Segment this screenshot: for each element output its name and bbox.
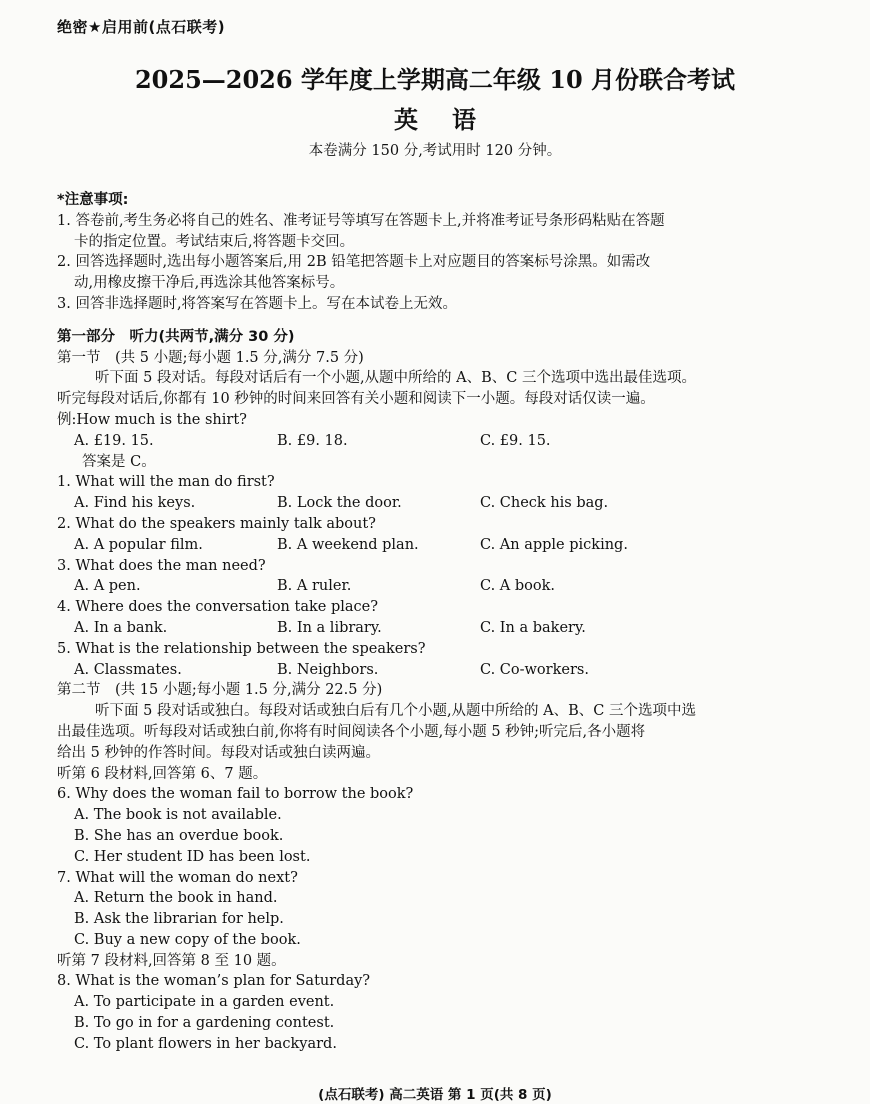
example-options [57,431,837,452]
option-a: A. In a bank. [74,619,168,636]
question-8: 8. What is the woman’s plan for Saturday? [57,973,371,990]
option-c: C. An apple picking. [480,536,628,553]
section1-heading: 第一节 (共 5 小题;每小题 1.5 分,满分 7.5 分) [57,349,364,366]
example-answer: 答案是 C。 [82,453,156,470]
option-b: B. £9. 18. [277,432,348,449]
option-c: C. Check his bag. [480,495,609,512]
option-a: A. The book is not available. [74,807,282,824]
question-3-options [57,576,837,597]
option-c: C. Her student ID has been lost. [74,848,311,865]
notes-heading: *注意事项: [57,192,129,208]
note-line: 1. 答卷前,考生务必将自己的姓名、准考证号等填写在答题卡上,并将准考证号条形码粘贴在答题 [57,212,665,229]
part1-heading: 第一部分 听力(共两节,满分 30 分) [57,328,295,345]
page-footer: (点石联考) 高二英语 第 1 页(共 8 页) [318,1087,552,1103]
option-a: A. A pen. [74,578,141,595]
question-5: 5. What is the relationship between the speakers? [57,640,426,657]
option-c: C. To plant flowers in her backyard. [74,1035,337,1052]
option-a: A. A popular film. [74,536,203,553]
exam-title: 2025—2026 学年度上学期高二年级 10 月份联合考试 [134,65,736,94]
question-1-options [57,493,837,514]
score-time-note: 本卷满分 150 分,考试用时 120 分钟。 [308,143,562,159]
material-7-note: 听第 7 段材料,回答第 8 至 10 题。 [57,952,286,969]
option-a: A. To participate in a garden event. [74,994,335,1011]
option-b: B. She has an overdue book. [74,827,284,844]
material-6-note: 听第 6 段材料,回答第 6、7 题。 [57,765,268,782]
question-2-options [57,535,837,556]
option-c: C. A book. [480,578,556,595]
section2-instruction: 给出 5 秒钟的作答时间。每段对话或独白读两遍。 [57,744,380,761]
option-a: A. Classmates. [74,661,182,678]
option-b: B. To go in for a gardening contest. [74,1015,335,1032]
option-b: B. Neighbors. [277,661,379,678]
option-b: B. In a library. [277,619,382,636]
question-3: 3. What does the man need? [57,557,266,574]
option-b: B. Lock the door. [277,495,402,512]
note-line: 3. 回答非选择题时,将答案写在答题卡上。写在本试卷上无效。 [57,295,458,312]
option-c: C. Buy a new copy of the book. [74,931,301,948]
section2-heading: 第二节 (共 15 小题;每小题 1.5 分,满分 22.5 分) [57,682,383,699]
question-7: 7. What will the woman do next? [57,869,298,886]
subject-title: 英语 [394,106,510,134]
question-6: 6. Why does the woman fail to borrow the book? [57,786,414,803]
question-5-options [57,660,837,681]
option-a: A. Find his keys. [74,495,196,512]
exam-content [57,190,837,1055]
option-a: A. Return the book in hand. [74,890,278,907]
confidential-label: 绝密★启用前(点石联考) [57,18,226,36]
option-b: B. A ruler. [277,578,352,595]
option-c: C. £9. 15. [480,432,551,449]
option-c: C. In a bakery. [480,619,586,636]
question-1: 1. What will the man do first? [57,474,275,491]
option-a: A. £19. 15. [74,432,154,449]
section2-instruction: 听下面 5 段对话或独白。每段对话或独白后有几个小题,从题中所给的 A、B、C 三个选项中选 [95,703,696,720]
example-question: 例:How much is the shirt? [57,411,247,428]
section2-instruction: 出最佳选项。听每段对话或独白前,你将有时间阅读各个小题,每小题 5 秒钟;听完后,各小题将 [57,723,646,740]
question-4: 4. Where does the conversation take place? [57,599,378,616]
option-b: B. A weekend plan. [277,536,419,553]
option-b: B. Ask the librarian for help. [74,911,284,928]
note-line: 动,用橡皮擦干净后,再选涂其他答案标号。 [74,275,345,292]
section1-instruction: 听完每段对话后,你都有 10 秒钟的时间来回答有关小题和阅读下一小题。每段对话仅读一遍。 [57,391,655,408]
section1-instruction: 听下面 5 段对话。每段对话后有一个小题,从题中所给的 A、B、C 三个选项中选出最佳选项。 [95,370,696,387]
question-4-options [57,618,837,639]
note-line: 2. 回答选择题时,选出每小题答案后,用 2B 铅笔把答题卡上对应题目的答案标号涂黑。如需改 [57,254,651,271]
option-c: C. Co-workers. [480,661,589,678]
note-line: 卡的指定位置。考试结束后,将答题卡交回。 [74,233,355,250]
question-2: 2. What do the speakers mainly talk about? [57,515,376,532]
